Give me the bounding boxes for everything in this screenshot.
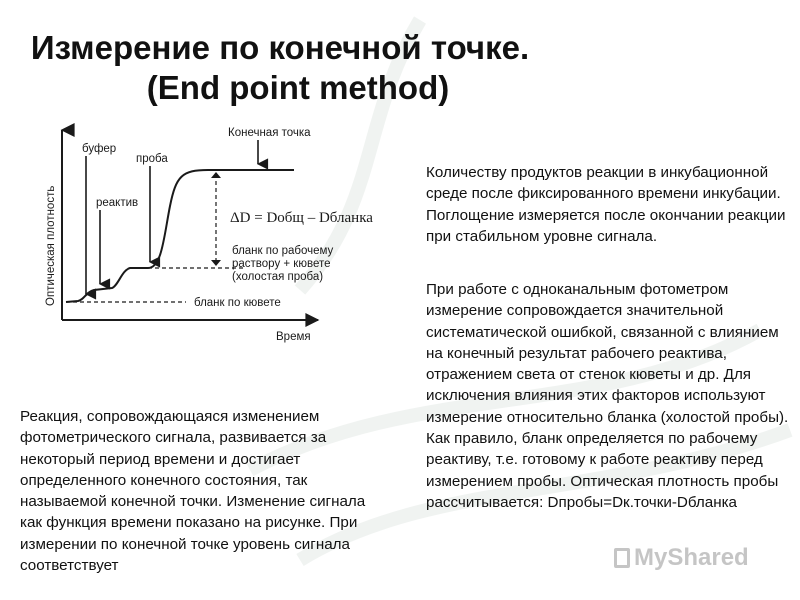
page-title: Измерение по конечной точке. [30,29,530,66]
site-watermark-text: MyShared [634,544,749,571]
endpoint-curve-figure [18,118,380,350]
reagent-label: реактив [96,197,139,209]
blank-cuvette-label: бланк по кювете [194,297,281,309]
y-axis-label: Оптическая плотность [45,185,57,306]
document-icon [614,548,630,568]
blank-reagent-label-3: (холостая проба) [232,271,324,283]
blank-reagent-label-2: раствору + кювете [232,258,331,270]
end-point-label: Конечная точка [228,127,311,139]
x-axis-label: Время [276,331,311,343]
buffer-label: буфер [82,143,117,155]
site-watermark [614,544,749,572]
blank-reagent-label-1: бланк по рабочему [232,245,334,257]
left-paragraph: Реакция, сопровождающаяся изменением фотометрического сигнала, развивается за некоторый период времени и достигает определенного конечного состояния, так называемой конечной точки. Изменение сигнала как функция времени показано на рисунке. При измерении по конечной точке уровень сигнала соответствует [20,408,366,575]
right-paragraph-2: При работе с одноканальным фотометром измерение сопровождается значительной систематической ошибкой, связанной с влиянием на конечный результат рабочего реактива, отражением света от стенок кюветы и др. Для исключения влияния этих факторов используют измерение относительно бланка (холостой пробы). Как правило, бланк определяется по рабочему реактиву, т.е. готовому к работе реактиву перед измерением пробы. Оптическая плотность пробы рассчитывается: Dпробы=Dк.точки-Dбланка [426,281,789,511]
sample-label: проба [136,153,168,165]
delta-d-formula: ΔD = Dобщ – Dбланка [230,210,373,226]
page-subtitle: (End point method) [146,69,450,106]
right-paragraph-1: Количеству продуктов реакции в инкубационной среде после фиксированного времени инкубации. Поглощение измеряется после окончании реакции при стабильном уровне сигнала. [426,164,786,245]
